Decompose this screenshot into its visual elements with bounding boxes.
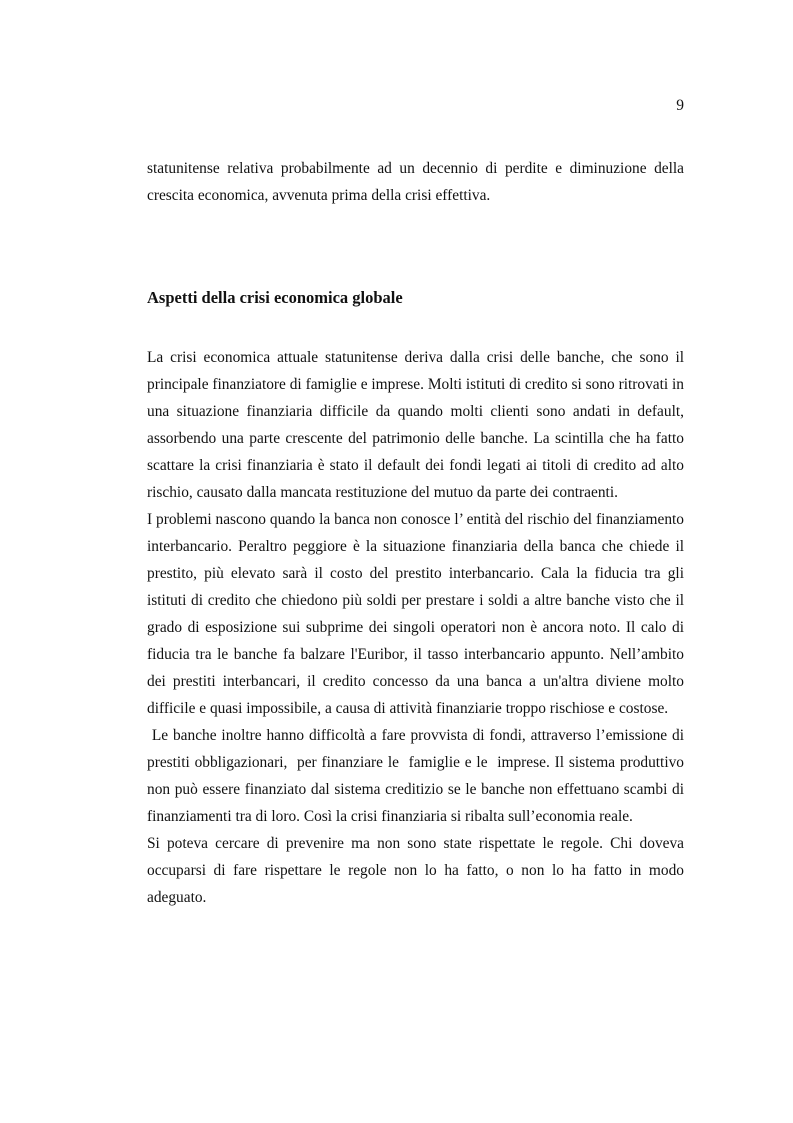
section-heading: Aspetti della crisi economica globale <box>147 288 403 307</box>
intro-block <box>147 155 684 209</box>
intro-paragraph: statunitense relativa probabilmente ad un decennio di perdite e diminuzione della crescita economica, avvenuta prima della crisi effettiva. <box>147 160 684 204</box>
section-body <box>147 344 688 911</box>
paragraph-3: Le banche inoltre hanno difficoltà a fare provvista di fondi, attraverso l’emissione di prestiti obbligazionari, per finanziare le famiglie e le imprese. Il sistema produttivo non può essere finanziato dal sistema creditizio se le banche non effettuano scambi di finanziamenti tra di loro. Così la crisi finanziaria si ribalta sull’economia reale. <box>147 727 688 825</box>
paragraph-2: I problemi nascono quando la banca non conosce l’ entità del rischio del finanziamento interbancario. Peraltro peggiore è la situazione finanziaria della banca che chiede il prestito, più elevato sarà il costo del prestito interbancario. Cala la fiducia tra gli istituti di credito che chiedono più soldi per prestare i soldi a altre banche visto che il grado di esposizione sui subprime dei singoli operatori non è ancora noto. Il calo di fiducia tra le banche fa balzare l'Euribor, il tasso interbancario appunto. Nell’ambito dei prestiti interbancari, il credito concesso da una banca a un'altra diviene molto difficile e quasi impossibile, a causa di attività finanziarie troppo rischiose e costose. <box>147 511 684 717</box>
paragraph-4: Si poteva cercare di prevenire ma non sono state rispettate le regole. Chi doveva occuparsi di fare rispettare le regole non lo ha fatto, o non lo ha fatto in modo adeguato. <box>147 835 684 906</box>
paragraph-1: La crisi economica attuale statunitense deriva dalla crisi delle banche, che sono il principale finanziatore di famiglie e imprese. Molti istituti di credito si sono ritrovati in una situazione finanziaria difficile da quando molti clienti sono andati in default, assorbendo una parte crescente del patrimonio delle banche. La scintilla che ha fatto scattare la crisi finanziaria è stato il default dei fondi legati ai titoli di credito ad alto rischio, causato dalla mancata restituzione del mutuo da parte dei contraenti. <box>147 349 684 501</box>
page-number: 9 <box>676 97 684 114</box>
